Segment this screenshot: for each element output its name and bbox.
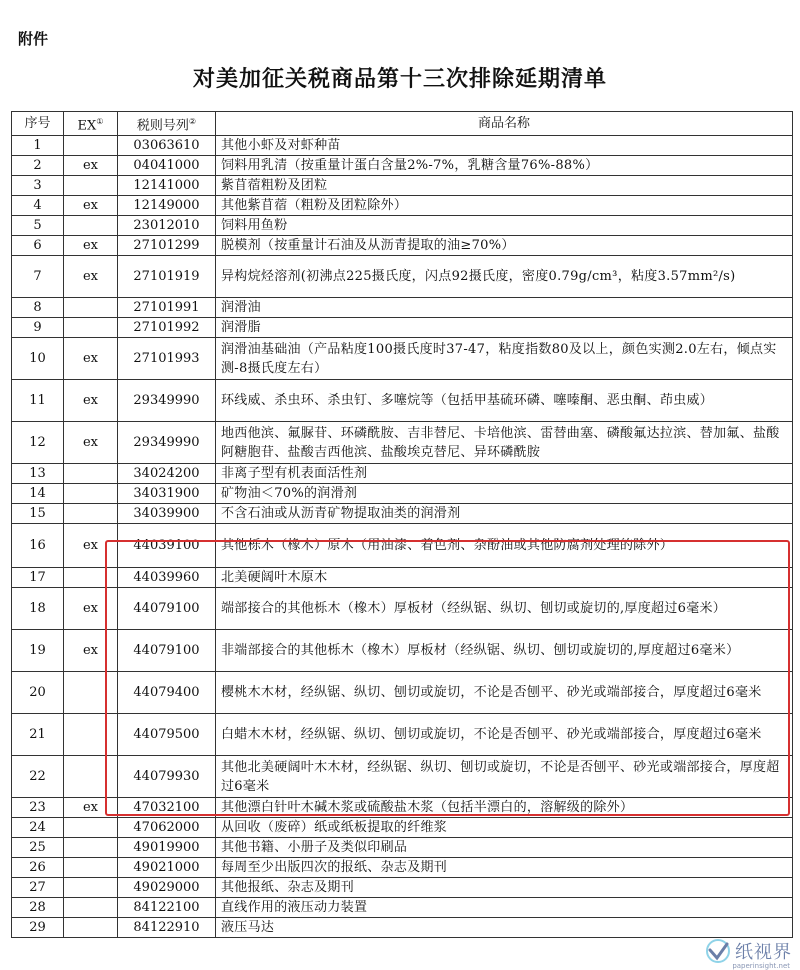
row-tariff-code: 04041000 <box>118 156 216 176</box>
row-seq: 26 <box>12 858 64 878</box>
row-product-name: 饲料用乳清（按重量计蛋白含量2%-7%，乳糖含量76%-88%） <box>216 156 793 176</box>
table-header-row <box>12 112 793 136</box>
row-seq: 9 <box>12 318 64 338</box>
row-ex: ex <box>64 380 118 422</box>
table-row <box>12 298 793 318</box>
row-ex: ex <box>64 798 118 818</box>
row-product-name: 其他北美硬阔叶木木材，经纵锯、纵切、刨切或旋切，不论是否刨平、砂光或端部接合，厚度超过6毫米 <box>216 756 793 798</box>
row-ex <box>64 818 118 838</box>
row-ex: ex <box>64 256 118 298</box>
header-tariff-code: 税则号列② <box>118 112 216 136</box>
row-tariff-code: 27101299 <box>118 236 216 256</box>
row-product-name: 矿物油＜70%的润滑剂 <box>216 484 793 504</box>
table-row <box>12 380 793 422</box>
row-product-name: 紫苜蓿粗粉及团粒 <box>216 176 793 196</box>
row-seq: 29 <box>12 918 64 938</box>
table-row <box>12 588 793 630</box>
row-tariff-code: 34031900 <box>118 484 216 504</box>
row-seq: 7 <box>12 256 64 298</box>
row-ex: ex <box>64 588 118 630</box>
header-ex-footnote: ① <box>96 117 104 126</box>
table-row <box>12 918 793 938</box>
row-ex: ex <box>64 236 118 256</box>
row-product-name: 北美硬阔叶木原木 <box>216 568 793 588</box>
row-tariff-code: 29349990 <box>118 422 216 464</box>
row-ex: ex <box>64 630 118 672</box>
row-tariff-code: 84122100 <box>118 898 216 918</box>
row-seq: 6 <box>12 236 64 256</box>
table-row <box>12 630 793 672</box>
row-seq: 13 <box>12 464 64 484</box>
row-tariff-code: 03063610 <box>118 136 216 156</box>
row-tariff-code: 34024200 <box>118 464 216 484</box>
row-product-name: 异构烷烃溶剂(初沸点225摄氏度，闪点92摄氏度，密度0.79g/cm³，粘度3.57mm²/s) <box>216 256 793 298</box>
table-row <box>12 196 793 216</box>
table-row <box>12 484 793 504</box>
row-product-name: 不含石油或从沥青矿物提取油类的润滑剂 <box>216 504 793 524</box>
row-ex: ex <box>64 422 118 464</box>
row-ex: ex <box>64 156 118 176</box>
row-seq: 19 <box>12 630 64 672</box>
table-row <box>12 672 793 714</box>
attachment-label: 附件 <box>18 30 49 48</box>
row-seq: 15 <box>12 504 64 524</box>
row-ex <box>64 858 118 878</box>
row-ex <box>64 216 118 236</box>
row-seq: 23 <box>12 798 64 818</box>
table-row <box>12 464 793 484</box>
row-product-name: 白蜡木木材，经纵锯、纵切、刨切或旋切，不论是否刨平、砂光或端部接合，厚度超过6毫米 <box>216 714 793 756</box>
row-seq: 17 <box>12 568 64 588</box>
row-tariff-code: 27101993 <box>118 338 216 380</box>
row-seq: 3 <box>12 176 64 196</box>
row-ex <box>64 318 118 338</box>
watermark-text: 纸视界 <box>735 942 792 963</box>
row-seq: 5 <box>12 216 64 236</box>
row-seq: 28 <box>12 898 64 918</box>
row-seq: 2 <box>12 156 64 176</box>
row-tariff-code: 47062000 <box>118 818 216 838</box>
row-product-name: 从回收（废碎）纸或纸板提取的纤维浆 <box>216 818 793 838</box>
row-ex <box>64 838 118 858</box>
table-row <box>12 318 793 338</box>
row-tariff-code: 27101991 <box>118 298 216 318</box>
table-row <box>12 714 793 756</box>
row-tariff-code: 44079100 <box>118 630 216 672</box>
header-seq: 序号 <box>12 112 64 136</box>
row-product-name: 饲料用鱼粉 <box>216 216 793 236</box>
row-tariff-code: 44079930 <box>118 756 216 798</box>
row-ex <box>64 298 118 318</box>
row-ex: ex <box>64 524 118 568</box>
row-ex <box>64 898 118 918</box>
row-tariff-code: 34039900 <box>118 504 216 524</box>
row-tariff-code: 44039960 <box>118 568 216 588</box>
row-ex <box>64 672 118 714</box>
row-product-name: 其他漂白针叶木碱木浆或硫酸盐木浆（包括半漂白的，溶解级的除外） <box>216 798 793 818</box>
tariff-exclusion-table <box>11 111 793 938</box>
row-product-name: 环线威、杀虫环、杀虫钉、多噻烷等（包括甲基硫环磷、噻嗪酮、恶虫酮、茚虫威） <box>216 380 793 422</box>
page-title: 对美加征关税商品第十三次排除延期清单 <box>192 67 607 92</box>
watermark <box>705 938 792 964</box>
row-product-name: 液压马达 <box>216 918 793 938</box>
row-ex: ex <box>64 338 118 380</box>
row-ex <box>64 484 118 504</box>
row-tariff-code: 44079100 <box>118 588 216 630</box>
table-row <box>12 838 793 858</box>
table-row <box>12 878 793 898</box>
table-row <box>12 504 793 524</box>
row-product-name: 其他书籍、小册子及类似印刷品 <box>216 838 793 858</box>
table-row <box>12 422 793 464</box>
header-product-name: 商品名称 <box>216 112 793 136</box>
table-row <box>12 176 793 196</box>
table-row <box>12 818 793 838</box>
header-ex: EX① <box>64 112 118 136</box>
table-row <box>12 524 793 568</box>
table-row <box>12 156 793 176</box>
row-tariff-code: 12149000 <box>118 196 216 216</box>
row-product-name: 每周至少出版四次的报纸、杂志及期刊 <box>216 858 793 878</box>
table-row <box>12 756 793 798</box>
row-tariff-code: 49019900 <box>118 838 216 858</box>
row-product-name: 其他紫苜蓿（粗粉及团粒除外） <box>216 196 793 216</box>
row-ex <box>64 504 118 524</box>
table-body <box>12 136 793 938</box>
row-product-name: 其他小虾及对虾种苗 <box>216 136 793 156</box>
row-seq: 4 <box>12 196 64 216</box>
table-row <box>12 898 793 918</box>
row-tariff-code: 49021000 <box>118 858 216 878</box>
row-seq: 21 <box>12 714 64 756</box>
row-tariff-code: 23012010 <box>118 216 216 236</box>
row-seq: 20 <box>12 672 64 714</box>
row-product-name: 直线作用的液压动力装置 <box>216 898 793 918</box>
row-tariff-code: 84122910 <box>118 918 216 938</box>
table-row <box>12 568 793 588</box>
row-seq: 27 <box>12 878 64 898</box>
row-ex <box>64 176 118 196</box>
row-ex <box>64 464 118 484</box>
row-product-name: 脱模剂（按重量计石油及从沥青提取的油≥70%） <box>216 236 793 256</box>
row-ex <box>64 136 118 156</box>
row-seq: 10 <box>12 338 64 380</box>
watermark-url: paperinsight.net <box>732 962 790 970</box>
row-product-name: 其他栎木（橡木）原木（用油漆、着色剂、杂酚油或其他防腐剂处理的除外） <box>216 524 793 568</box>
row-tariff-code: 44039100 <box>118 524 216 568</box>
row-seq: 1 <box>12 136 64 156</box>
row-ex <box>64 878 118 898</box>
table-row <box>12 338 793 380</box>
row-ex <box>64 918 118 938</box>
row-product-name: 非端部接合的其他栎木（橡木）厚板材（经纵锯、纵切、刨切或旋切的,厚度超过6毫米） <box>216 630 793 672</box>
row-product-name: 润滑脂 <box>216 318 793 338</box>
row-product-name: 非离子型有机表面活性剂 <box>216 464 793 484</box>
row-tariff-code: 12141000 <box>118 176 216 196</box>
table-row <box>12 136 793 156</box>
row-seq: 14 <box>12 484 64 504</box>
row-ex: ex <box>64 196 118 216</box>
row-product-name: 润滑油 <box>216 298 793 318</box>
header-code-footnote: ② <box>188 117 197 126</box>
row-seq: 18 <box>12 588 64 630</box>
table-row <box>12 216 793 236</box>
row-product-name: 润滑油基础油（产品粘度100摄氏度时37-47，粘度指数80及以上，颜色实测2.0左右，倾点实测-8摄氏度左右） <box>216 338 793 380</box>
row-seq: 11 <box>12 380 64 422</box>
row-seq: 12 <box>12 422 64 464</box>
row-product-name: 其他报纸、杂志及期刊 <box>216 878 793 898</box>
row-tariff-code: 47032100 <box>118 798 216 818</box>
row-tariff-code: 27101919 <box>118 256 216 298</box>
row-seq: 22 <box>12 756 64 798</box>
row-seq: 8 <box>12 298 64 318</box>
row-product-name: 地西他滨、氟脲苷、环磷酰胺、吉非替尼、卡培他滨、雷替曲塞、磷酸氟达拉滨、替加氟、盐酸阿糖胞苷、盐酸吉西他滨、盐酸埃克替尼、异环磷酰胺 <box>216 422 793 464</box>
row-tariff-code: 49029000 <box>118 878 216 898</box>
table-row <box>12 858 793 878</box>
row-ex <box>64 756 118 798</box>
row-product-name: 端部接合的其他栎木（橡木）厚板材（经纵锯、纵切、刨切或旋切的,厚度超过6毫米） <box>216 588 793 630</box>
watermark-logo-icon <box>705 938 731 964</box>
table-row <box>12 256 793 298</box>
row-ex <box>64 568 118 588</box>
row-product-name: 樱桃木木材，经纵锯、纵切、刨切或旋切，不论是否刨平、砂光或端部接合，厚度超过6毫米 <box>216 672 793 714</box>
row-tariff-code: 44079400 <box>118 672 216 714</box>
row-tariff-code: 27101992 <box>118 318 216 338</box>
row-seq: 24 <box>12 818 64 838</box>
table-row <box>12 236 793 256</box>
row-tariff-code: 44079500 <box>118 714 216 756</box>
table-row <box>12 798 793 818</box>
row-seq: 25 <box>12 838 64 858</box>
row-tariff-code: 29349990 <box>118 380 216 422</box>
row-ex <box>64 714 118 756</box>
row-seq: 16 <box>12 524 64 568</box>
